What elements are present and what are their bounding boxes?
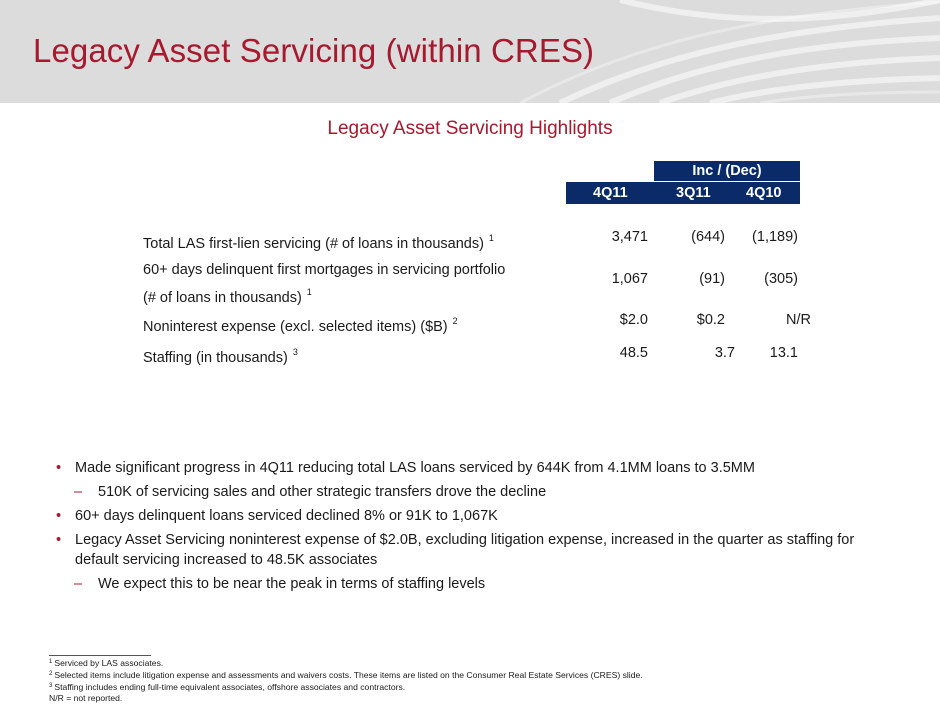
column-header-4q10: 4Q10: [746, 185, 782, 201]
footnote-marker: 1: [306, 287, 312, 297]
section-subtitle: Legacy Asset Servicing Highlights: [327, 118, 613, 139]
footnote-1: $^1$ Serviced by LAS associates.: [49, 658, 164, 668]
highlights-bullet-list: [56, 458, 876, 598]
table-cell: (1,189): [752, 229, 798, 245]
row-label-text: Staffing (in thousands): [143, 350, 288, 366]
footnote-nr: N/R = not reported.: [49, 693, 123, 703]
footnotes: [49, 657, 643, 704]
row-label-text-line2: (# of loans in thousands): [143, 290, 302, 306]
page-title: Legacy Asset Servicing (within CRES): [33, 32, 595, 69]
footnote-2: $^2$ Selected items include litigation expense and assessments and waivers costs. These items are listed on the Consumer Real Estate Services (CRES) slide.: [49, 670, 643, 680]
table-cell: 13.1: [769, 345, 798, 361]
column-header-4q11: 4Q11: [593, 185, 628, 201]
row-label-text: Total LAS first-lien servicing (# of loans in thousands): [143, 236, 484, 252]
column-header-3q11: 3Q11: [676, 185, 711, 201]
bullet-item: • Legacy Asset Servicing noninterest expense of $2.0B, excluding litigation expense, increased in the quarter as staffing for default servicing increased to 48.5K associates: [56, 530, 876, 570]
table-row-label: [143, 227, 494, 255]
header-band: [0, 0, 940, 103]
footnote-3: $^3$ Staffing includes ending full-time equivalent associates, offshore associates and contractors.: [49, 682, 406, 692]
table-row-label: [143, 259, 505, 309]
row-label-text: Noninterest expense (excl. selected items) ($B): [143, 319, 448, 335]
table-cell: 3,471: [611, 229, 648, 245]
bullet-item: • 60+ days delinquent loans serviced declined 8% or 91K to 1,067K: [56, 506, 876, 526]
footnote-rule: [49, 655, 151, 656]
table-cell: (91): [699, 271, 725, 287]
table-cell: $2.0: [619, 312, 648, 328]
table-cell: 1,067: [611, 271, 648, 287]
table-cell: 48.5: [619, 345, 648, 361]
table-row-label: [143, 341, 298, 369]
header-divider: [654, 181, 800, 182]
table-cell: (305): [764, 271, 798, 287]
table-cell: N/R: [786, 312, 811, 328]
table-cell: 3.7: [714, 345, 735, 361]
footnote-marker: 2: [452, 316, 458, 326]
table-cell: (644): [691, 229, 725, 245]
table-cell: $0.2: [696, 312, 725, 328]
sub-bullet-item: – 510K of servicing sales and other strategic transfers drove the decline: [56, 482, 876, 502]
footnote-marker: 1: [488, 233, 494, 243]
column-header-bar: [566, 182, 800, 204]
row-label-text: 60+ days delinquent first mortgages in servicing portfolio: [143, 262, 506, 278]
sub-bullet-item: – We expect this to be near the peak in terms of staffing levels: [56, 574, 876, 594]
table-row-label: [143, 310, 458, 338]
bullet-item: • Made significant progress in 4Q11 reducing total LAS loans serviced by 644K from 4.1MM loans to 3.5MM: [56, 458, 876, 478]
footnote-marker: 3: [292, 347, 298, 357]
inc-dec-header: Inc / (Dec): [654, 161, 800, 181]
